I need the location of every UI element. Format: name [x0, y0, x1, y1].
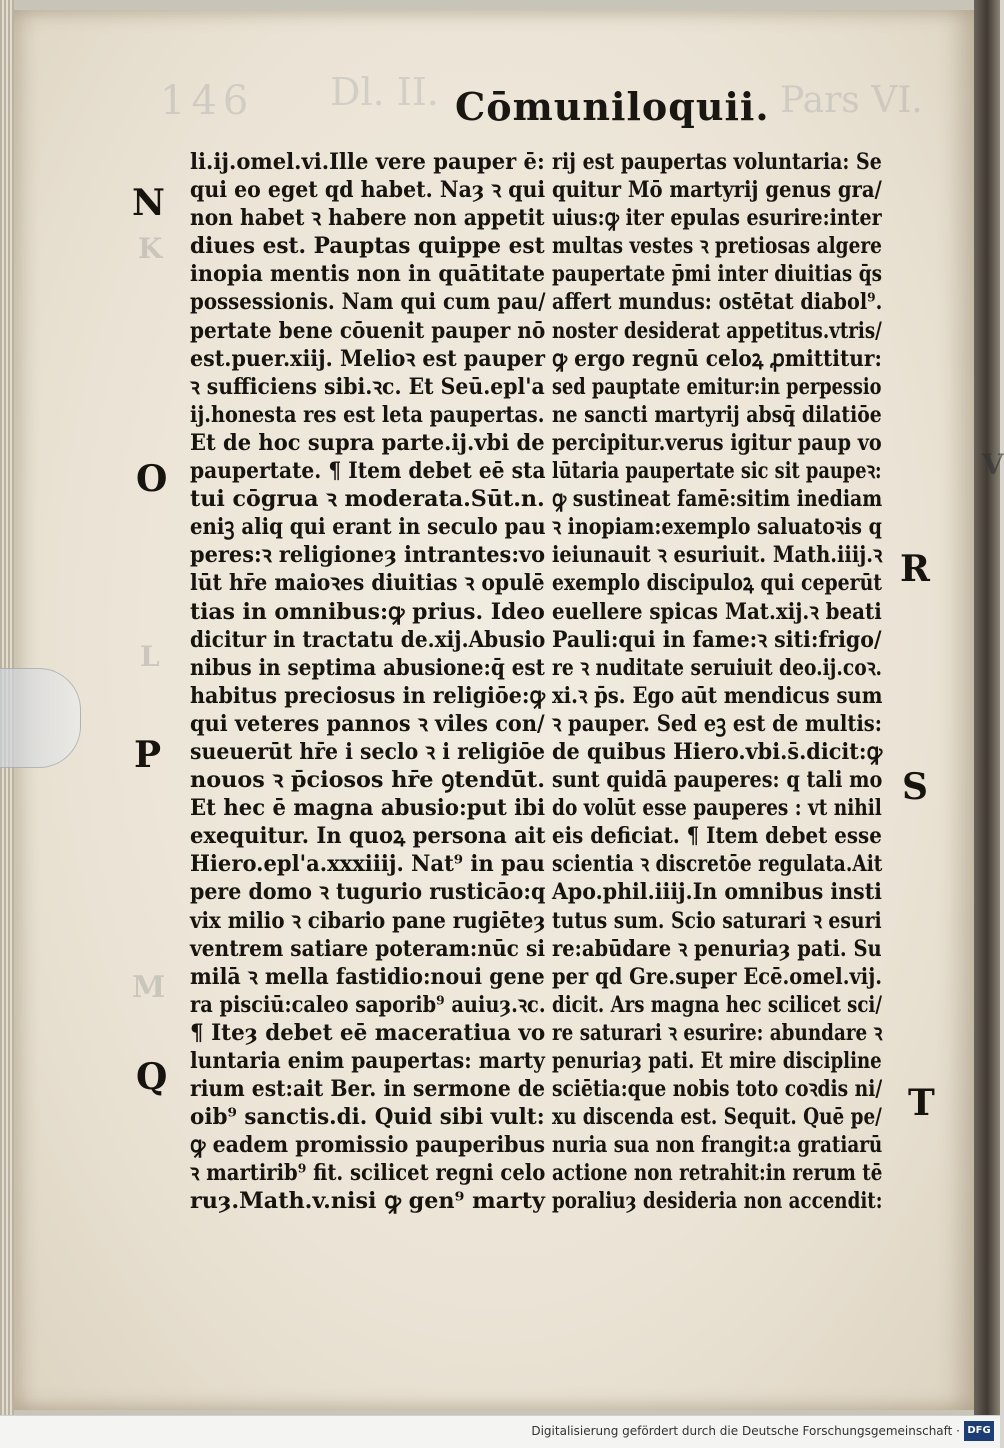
marginal-letter: Q — [136, 1056, 168, 1098]
text-line: tutus sum. Scio saturari ꝛ esuri — [552, 907, 882, 934]
marginal-letter: M — [132, 970, 166, 1005]
text-line: lūt hr̄e maioꝛes diuitias ꝛ opulē — [190, 570, 545, 597]
text-line: sed pauptate emitur:in perpessio — [552, 373, 882, 400]
text-line: sunt quidā pauperes: q tali mo — [552, 767, 883, 794]
marginal-letter: O — [136, 458, 168, 500]
text-line: peres:ꝛ religioneȝ intrantes:vo — [190, 542, 546, 569]
text-line: ij.honesta res est leta paupertas. — [190, 401, 545, 428]
text-line: re:abūdare ꝛ penuriaȝ pati. Su — [552, 935, 882, 962]
text-line: inopia mentis non in quātitate — [190, 261, 545, 288]
show-through-text: Pars VI. — [780, 80, 923, 121]
text-line: est.puer.xiij. Melioꝛ est pauper — [190, 345, 546, 372]
text-line: pertate bene cōuenit pauper nō — [190, 317, 546, 344]
text-line: nouos ꝛ p̄ciosos hr̄e ꝯtendūt. — [190, 767, 545, 794]
marginal-letter: K — [138, 232, 163, 265]
text-line: ne sancti martyrij absq̄ dilatiōe — [552, 401, 882, 428]
text-line: actione non retrahit:in rerum tē — [552, 1160, 883, 1187]
dfg-logo: DFG — [964, 1421, 994, 1441]
text-line: re saturari ꝛ esurire: abundare ꝛ — [552, 1019, 883, 1046]
text-column-right — [552, 148, 882, 1216]
text-line: de quibus Hiero.vbi.s̄.dicit:ꝙ — [552, 738, 883, 765]
text-line: quitur Mō martyrij genus gra/ — [552, 177, 882, 204]
running-head: Cōmuniloquii. — [455, 84, 770, 129]
text-line: non habet ꝛ habere non appetit — [190, 205, 545, 232]
text-line: per qd Gre.super Ecē.omel.vij. — [552, 963, 883, 990]
text-line: rium est:ait Ber. in sermone de — [190, 1076, 546, 1103]
text-line: rij est paupertas voluntaria: Se — [552, 149, 882, 175]
text-line: Et hec ē magna abusio:put ibi — [190, 795, 546, 822]
text-line: multas vestes ꝛ pretiosas algere — [552, 233, 882, 260]
text-line: re ꝛ nuditate seruiuit deo.ij.coꝛ. — [552, 654, 883, 681]
text-line: luntaria enim paupertas: marty — [190, 1048, 545, 1074]
marginal-letter: T — [908, 1082, 935, 1124]
text-line: habitus preciosus in religiōe:ꝙ — [190, 682, 546, 709]
show-through-text: Dl. II. — [330, 70, 439, 114]
digitization-footer — [0, 1415, 1000, 1448]
text-line: ꝛ inopiam:exemplo saluatoꝛis q — [552, 514, 882, 541]
text-line: vix milio ꝛ cibario pane rugiēteȝ — [190, 907, 546, 934]
text-line: paupertate. ¶ Item debet eē sta — [190, 458, 546, 485]
show-through-text: 146 — [160, 78, 255, 124]
text-line: sueuerūt hr̄e i seclo ꝛ i religiōe — [190, 738, 546, 765]
text-line: noster desiderat appetitus.vtris/ — [552, 317, 882, 344]
text-line: milā ꝛ mella fastidio:noui gene — [190, 963, 545, 990]
funding-credit: Digitalisierung gefördert durch die Deutsche Forschungsgemeinschaft · — [531, 1424, 960, 1438]
text-line: ra pisciū:caleo saporib⁹ auiuȝ.ꝛc. — [190, 991, 546, 1018]
text-line: penuriaȝ pati. Et mire discipline — [552, 1048, 882, 1074]
text-line: dicit. Ars magna hec scilicet sci/ — [552, 991, 882, 1018]
text-line: Hiero.epl'a.xxxiiij. Nat⁹ in pau — [190, 851, 545, 878]
text-line: nibus in septima abusione:q̄ est — [190, 654, 545, 681]
plastic-page-clip — [0, 668, 81, 768]
text-line: tui cōgrua ꝛ moderata.Sūt.n. — [190, 486, 545, 513]
text-line: qui veteres pannos ꝛ viles con/ — [190, 710, 545, 737]
text-line: ꝛ sufficiens sibi.ꝛc. Et Seū.epl'a — [190, 373, 545, 400]
text-line: Pauli:qui in fame:ꝛ siti:frigo/ — [552, 626, 882, 653]
text-line: xu discenda est. Sequit. Quē pe/ — [552, 1104, 882, 1131]
marginal-letter: R — [900, 548, 930, 590]
marginal-letter: P — [134, 734, 162, 776]
text-line: exemplo discipuloꝝ qui ceperūt — [552, 570, 883, 597]
marginal-letter: N — [132, 182, 165, 224]
text-line: ruȝ.Math.v.nisi ꝙ gen⁹ marty — [190, 1188, 545, 1215]
text-line: xi.ꝛ p̄s. Ego aūt mendicus sum — [552, 682, 883, 709]
text-line: dicitur in tractatu de.xij.Abusio — [190, 626, 546, 653]
text-line: lūtaria paupertate sic sit paupeꝛ: — [552, 458, 882, 485]
text-line: ¶ Iteȝ debet eē maceratiua vo — [190, 1019, 546, 1046]
text-line: ꝛ pauper. Sed eꝫ est de multis: — [552, 710, 882, 737]
text-line: ieiunauit ꝛ esuriuit. Math.iiij.ꝛ — [552, 542, 883, 569]
text-line: scientia ꝛ discretōe regulata.Ait — [552, 851, 883, 878]
text-line: ꝙ ergo regnū celoꝝ ꝓmittitur: — [552, 345, 882, 372]
text-line: tias in omnibus:ꝙ prius. Ideo — [190, 598, 545, 625]
text-line: uius:ꝙ iter epulas esurire:inter — [552, 205, 882, 232]
text-line: ventrem satiare poteram:nūc si — [190, 935, 545, 962]
text-line: possessionis. Nam qui cum pau/ — [190, 289, 546, 316]
text-line: percipitur.verus igitur paup vo — [552, 429, 882, 456]
text-line: sciētia:que nobis toto coꝛdis ni/ — [552, 1076, 883, 1103]
text-line: ꝙ sustineat famē:sitim inediam — [552, 486, 883, 513]
text-line: Apo.phil.iiij.In omnibus insti — [552, 879, 882, 906]
marginal-letter: V — [982, 448, 1004, 481]
text-line: eis deficiat. ¶ Item debet esse — [552, 823, 882, 850]
text-line: do volūt esse pauperes : vt nihil — [552, 795, 882, 822]
text-line: pere domo ꝛ tugurio rusticāo:q — [190, 879, 546, 906]
text-line: nuria sua non frangit:a gratiarū — [552, 1132, 883, 1159]
text-line: Et de hoc supra parte.ij.vbi de — [190, 429, 545, 456]
text-line: ꝛ martirib⁹ fit. scilicet regni celo — [190, 1160, 546, 1187]
text-line: euellere spicas Mat.xij.ꝛ beati — [552, 598, 882, 625]
book-spine-edge — [974, 0, 1000, 1415]
text-line: paupertate p̄mi inter diuitias q̄s — [552, 261, 882, 288]
text-line: poraliuȝ desideria non accendit: — [552, 1188, 883, 1215]
text-column-left — [190, 148, 545, 1216]
text-line: eniꝫ aliq qui erant in seculo pau — [190, 514, 546, 541]
marginal-letter: S — [902, 766, 928, 808]
text-line: oib⁹ sanctis.di. Quid sibi vult: — [190, 1104, 545, 1131]
text-line: affert mundus: ostētat diabol⁹. — [552, 289, 883, 316]
marginal-letter: L — [140, 640, 160, 673]
text-line: diues est. Pauptas quippe est — [190, 233, 545, 260]
text-line: exequitur. In quoꝝ persona ait — [190, 823, 546, 850]
text-line: qui eo eget qd habet. Naȝ ꝛ qui — [190, 177, 546, 204]
text-line: ꝙ eadem promissio pauperibus — [190, 1132, 546, 1159]
text-line: li.ij.omel.vi.Ille vere pauper ē: — [190, 149, 545, 175]
